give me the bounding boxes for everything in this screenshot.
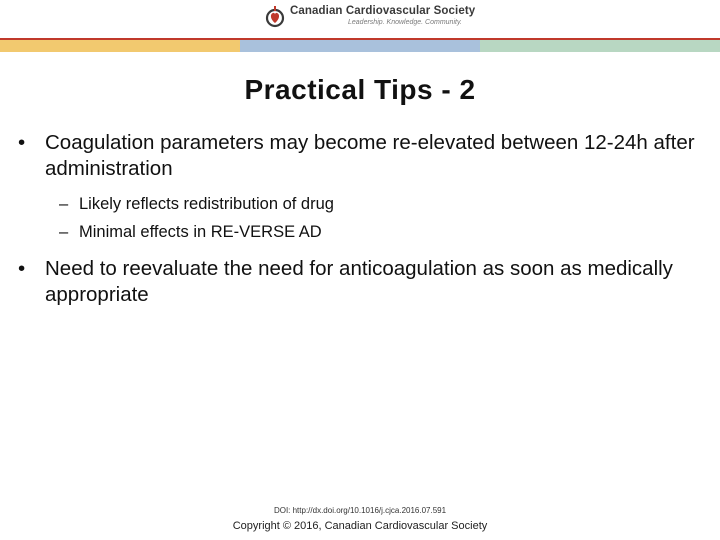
ccs-logo	[264, 5, 475, 29]
slide-header	[0, 0, 720, 38]
sub-bullet-item	[59, 190, 708, 218]
sub-bullet-text: Likely reflects redistribution of drug	[79, 195, 334, 213]
bullet-item	[18, 130, 708, 182]
sub-bullet-marker: –	[59, 223, 69, 241]
sub-bullet-text: Minimal effects in RE-VERSE AD	[79, 223, 322, 241]
sub-bullet-item	[59, 218, 708, 246]
ccs-heart-logo-icon	[264, 5, 286, 29]
sub-bullet-list	[59, 190, 708, 246]
header-band-yellow	[0, 40, 240, 52]
sub-bullet-marker: –	[59, 195, 69, 213]
org-name: Canadian Cardiovascular Society	[290, 5, 476, 17]
copyright-notice: Copyright © 2016, Canadian Cardiovascular Society	[232, 520, 488, 532]
org-tagline: Leadership. Knowledge. Community.	[348, 19, 462, 26]
bullet-marker: •	[18, 131, 26, 154]
header-band-green	[480, 40, 720, 52]
logo-text	[290, 5, 475, 27]
slide-title: Practical Tips - 2	[244, 74, 476, 105]
header-band-blue	[240, 40, 480, 52]
slide-content	[18, 130, 708, 308]
bullet-text: Coagulation parameters may become re-elevated between 12-24h after administration	[45, 131, 695, 180]
header-color-bands	[0, 38, 720, 52]
bullet-marker: •	[18, 257, 26, 280]
bullet-item	[18, 256, 708, 308]
bullet-text: Need to reevaluate the need for anticoagulation as soon as medically appropriate	[45, 257, 673, 306]
doi-link[interactable]: DOI: http://dx.doi.org/10.1016/j.cjca.2016.07.591	[273, 506, 447, 515]
